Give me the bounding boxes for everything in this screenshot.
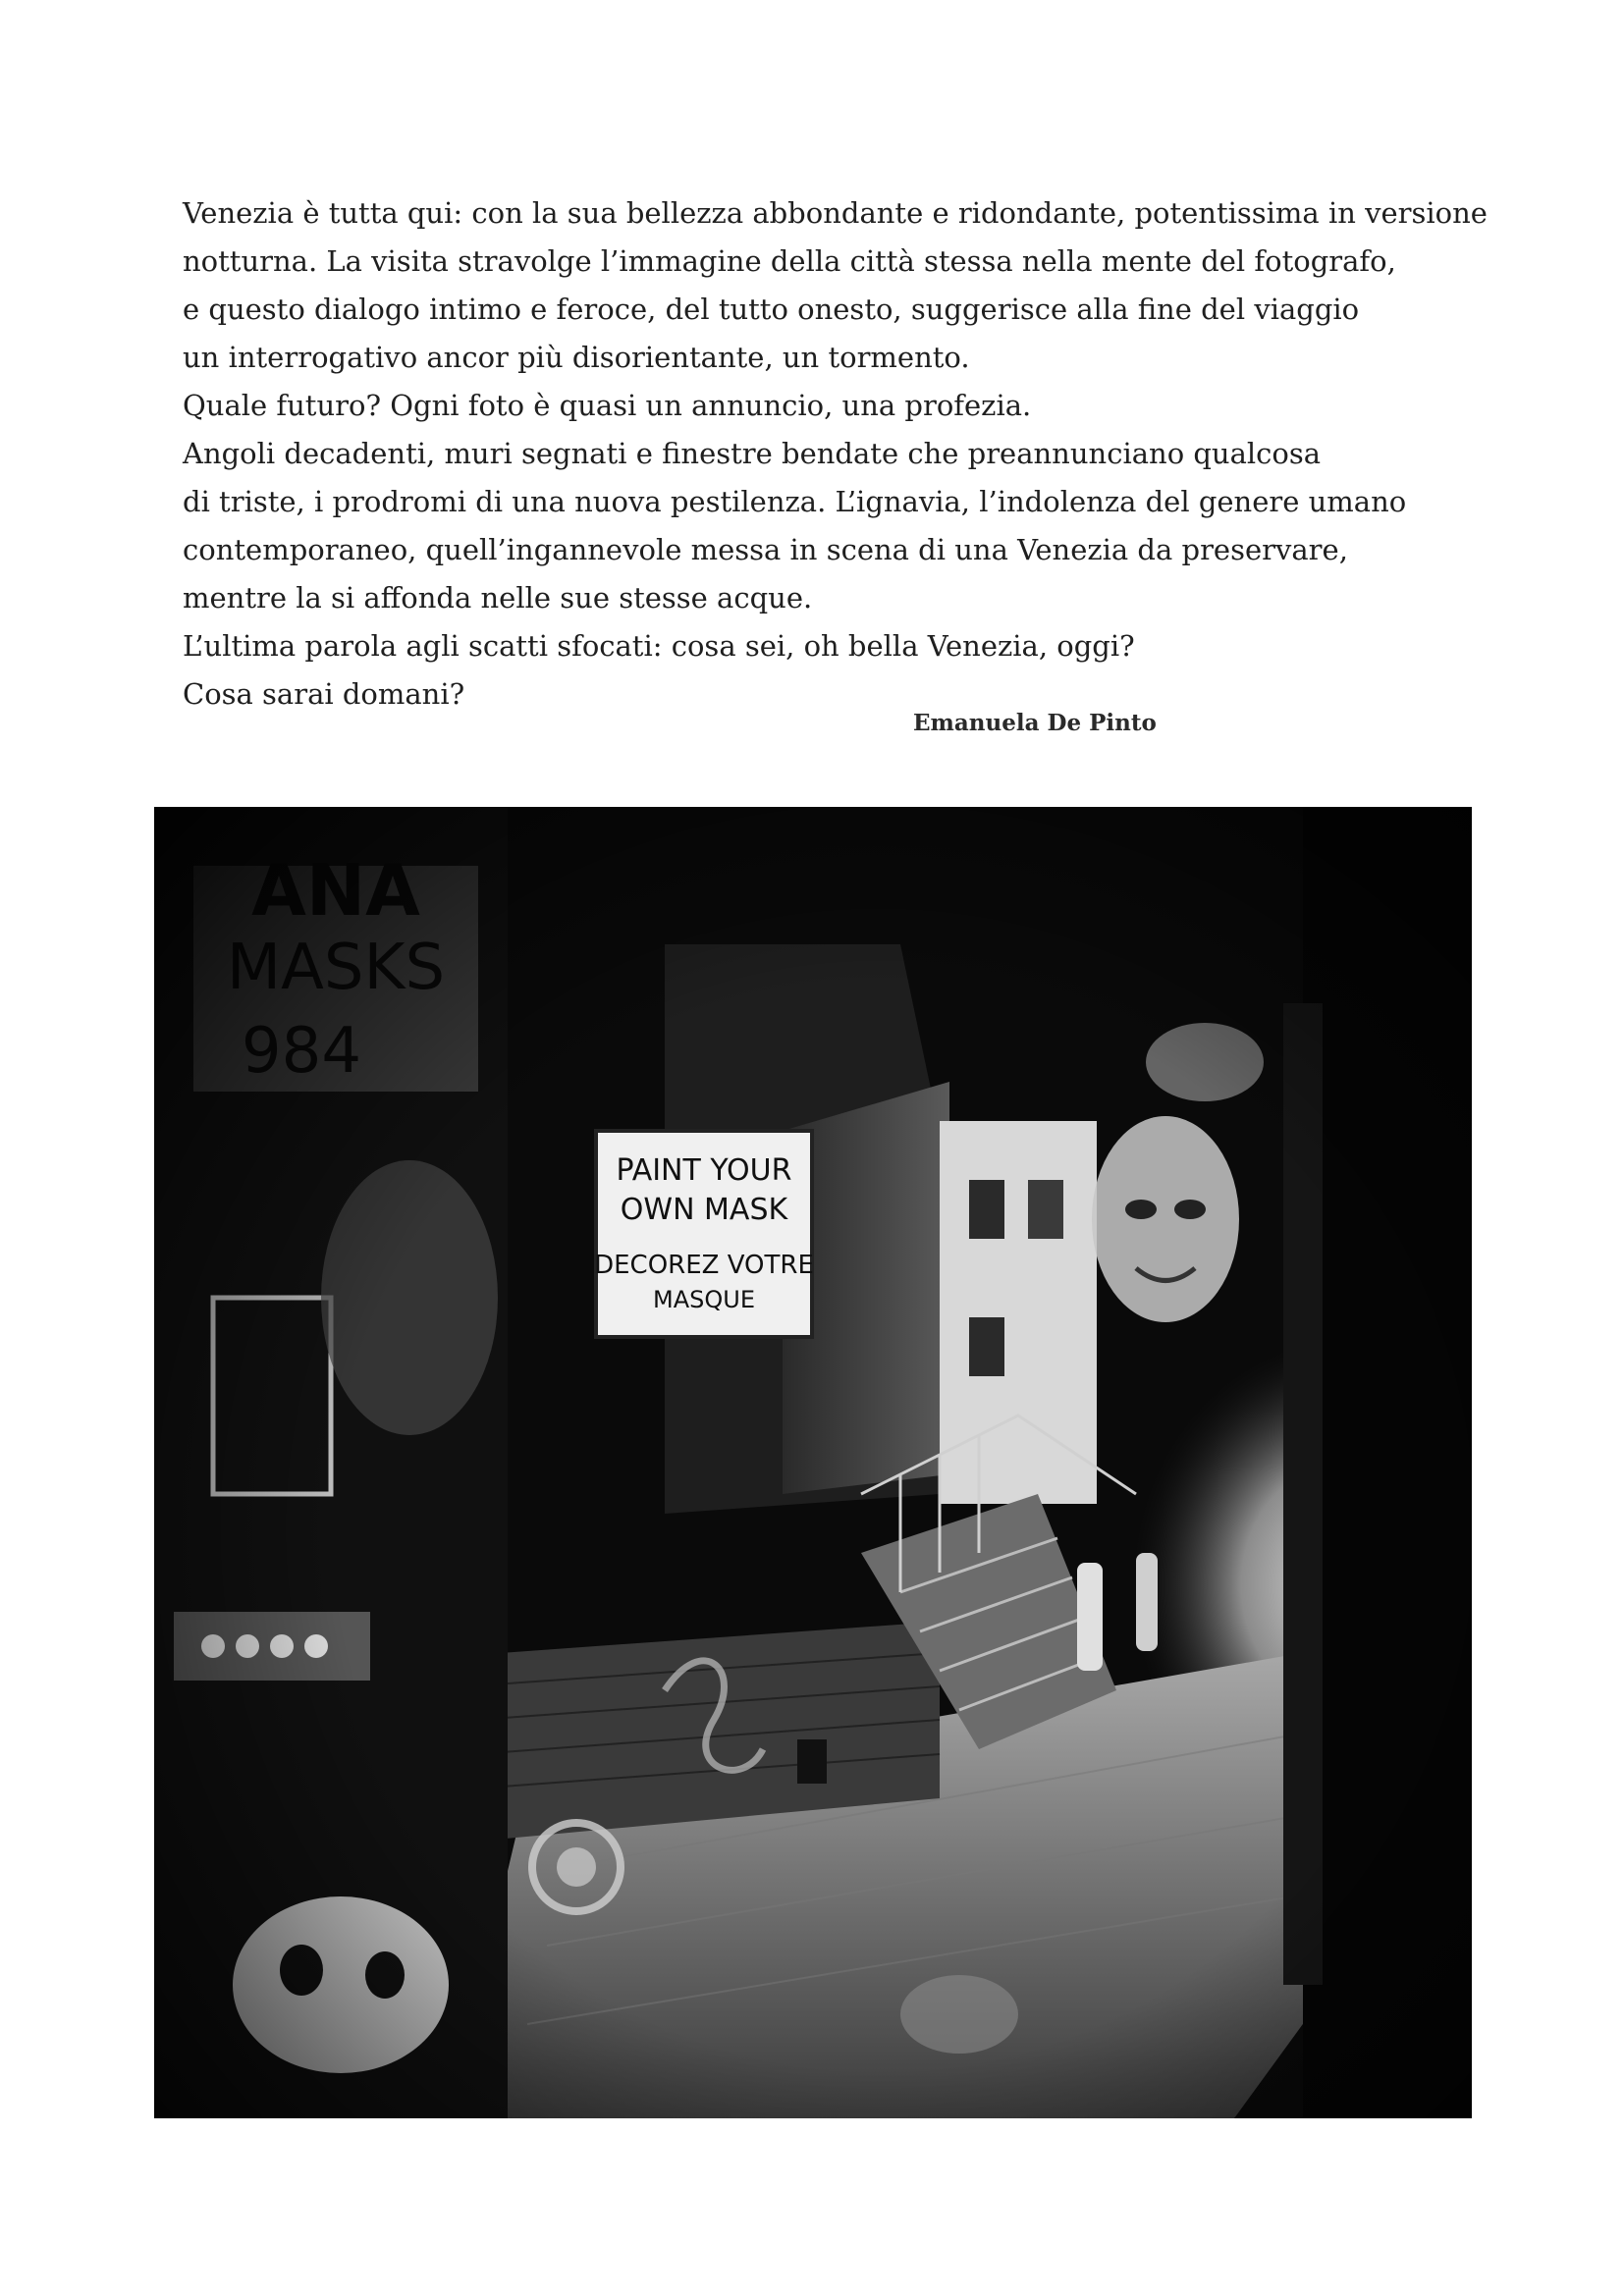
author-signature: Emanuela De Pinto [913, 710, 1157, 736]
article-line: Angoli decadenti, muri segnati e finestre bendate che preannunciano qualcosa [183, 437, 1322, 470]
article-line: mentre la si affonda nelle sue stesse acque. [183, 581, 813, 614]
article-text [183, 189, 1538, 719]
article-line: contemporaneo, quell’ingannevole messa in scena di una Venezia da preservare, [183, 533, 1348, 566]
photo-illustration [154, 807, 1472, 2118]
article-line: e questo dialogo intimo e feroce, del tutto onesto, suggerisce alla fine del viaggio [183, 293, 1360, 326]
article-line: L’ultima parola agli scatti sfocati: cosa sei, oh bella Venezia, oggi? [183, 629, 1135, 663]
article-line: notturna. La visita stravolge l’immagine della città stessa nella mente del fotografo, [183, 244, 1396, 278]
article-line: Venezia è tutta qui: con la sua bellezza abbondante e ridondante, potentissima in versione [183, 196, 1488, 230]
article-line: Cosa sarai domani? [183, 677, 465, 711]
article-line: Quale futuro? Ogni foto è quasi un annuncio, una profezia. [183, 389, 1032, 422]
venice-night-photo [154, 807, 1472, 2118]
article-line: un interrogativo ancor più disorientante, un tormento. [183, 341, 970, 374]
article-line: di triste, i prodromi di una nuova pestilenza. L’ignavia, l’indolenza del genere umano [183, 485, 1407, 518]
